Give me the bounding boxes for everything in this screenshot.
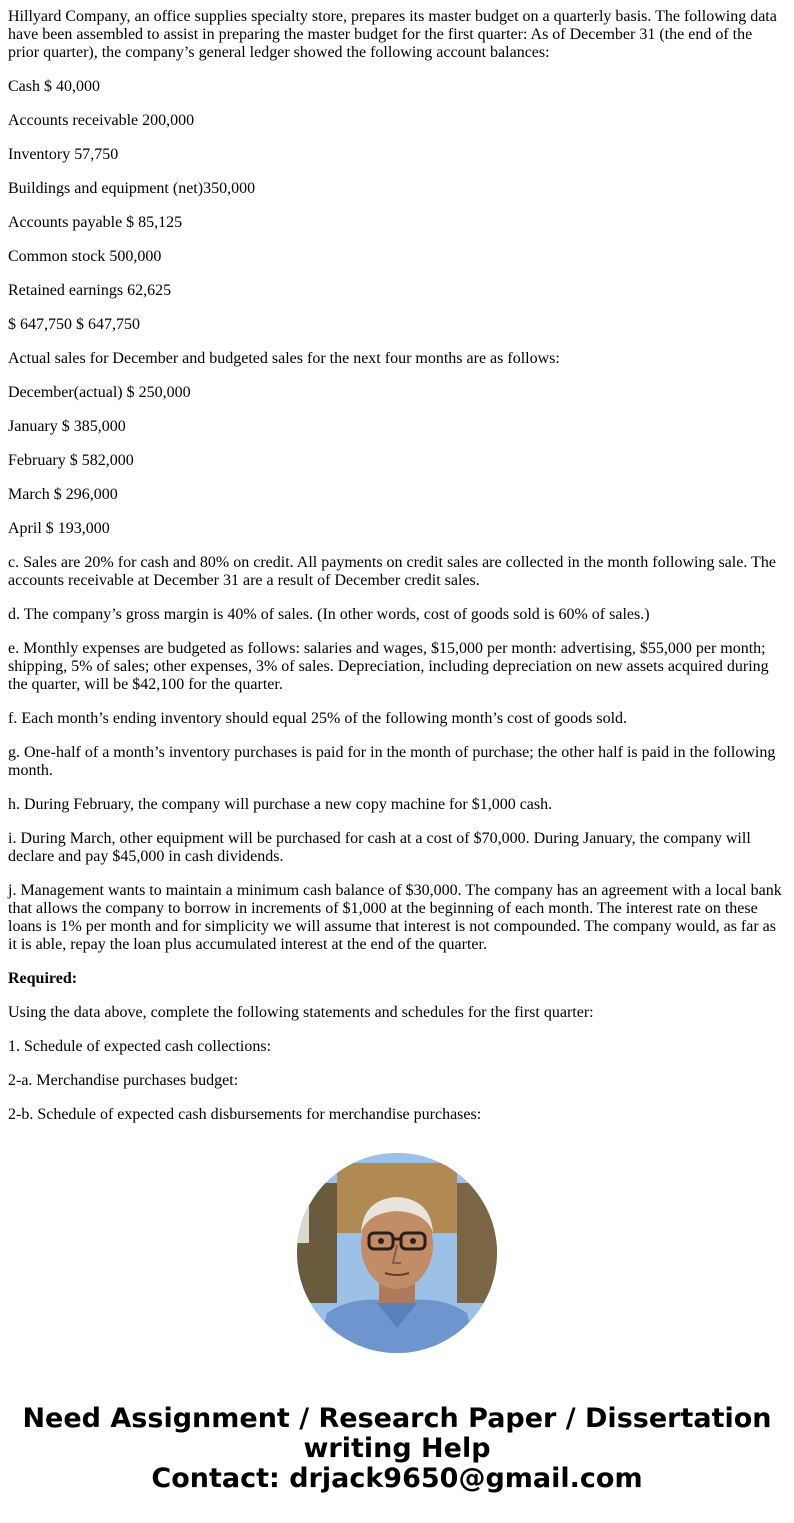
promo-line-2: writing Help (303, 1433, 491, 1464)
balance-line-totals: $ 647,750 $ 647,750 (8, 316, 140, 333)
balance-line-inventory: Inventory 57,750 (8, 146, 119, 163)
required-heading (8, 970, 786, 988)
note-d: d. The company’s gross margin is 40% of sales. (In other words, cost of goods sold is 60% of sales.) (8, 606, 650, 623)
author-portrait-image (297, 1153, 497, 1353)
balance-line-accounts-payable: Accounts payable $ 85,125 (8, 214, 183, 231)
intro-paragraph: Hillyard Company, an office supplies specialty store, prepares its master budget on a quarterly basis. The following data have been assembled to assist in preparing the master budget for the first quarter: As of December 31 (the end of the prior quarter), the company’s general ledger showed the following account balances: (8, 8, 777, 61)
author-avatar (297, 1153, 497, 1353)
note-f: f. Each month’s ending inventory should equal 25% of the following month’s cost of goods sold. (8, 710, 628, 727)
note-c: c. Sales are 20% for cash and 80% on credit. All payments on credit sales are collected in the month following sale. The accounts receivable at December 31 are a result of December credit sales. (8, 554, 776, 589)
sales-line-january: January $ 385,000 (8, 418, 126, 435)
required-item-1: 1. Schedule of expected cash collections: (8, 1038, 272, 1055)
sales-line-march: March $ 296,000 (8, 486, 118, 503)
balance-line-buildings: Buildings and equipment (net)350,000 (8, 180, 256, 197)
note-h: h. During February, the company will purchase a new copy machine for $1,000 cash. (8, 796, 553, 813)
balance-line-common-stock: Common stock 500,000 (8, 248, 162, 265)
required-item-2a: 2-a. Merchandise purchases budget: (8, 1072, 239, 1089)
required-item-2b: 2-b. Schedule of expected cash disbursements for merchandise purchases: (8, 1106, 482, 1123)
required-heading-text: Required: (8, 970, 78, 987)
balance-line-cash: Cash $ 40,000 (8, 78, 100, 95)
promo-line-1: Need Assignment / Research Paper / Dissertation (22, 1403, 772, 1434)
required-intro: Using the data above, complete the following statements and schedules for the first quarter: (8, 1004, 594, 1021)
note-j: j. Management wants to maintain a minimum cash balance of $30,000. The company has an agreement with a local bank that allows the company to borrow in increments of $1,000 at the beginning of each month. The interest rate on these loans is 1% per month and for simplicity we will assume that interest is not compounded. The company would, as far as it is able, repay the loan plus accumulated interest at the end of the quarter. (8, 882, 782, 953)
promo-contact-line: Contact: drjack9650@gmail.com (151, 1463, 643, 1494)
promo-banner (0, 1404, 794, 1494)
sales-line-april: April $ 193,000 (8, 520, 110, 537)
balance-line-retained-earnings: Retained earnings 62,625 (8, 282, 172, 299)
note-e: e. Monthly expenses are budgeted as follows: salaries and wages, $15,000 per month: advertising, $55,000 per month; shipping, 5% of sales; other expenses, 3% of sales. Depreciation, including depreciation on new assets acquired during the quarter, will be $42,100 for the quarter. (8, 640, 769, 693)
balance-line-accounts-receivable: Accounts receivable 200,000 (8, 112, 195, 129)
sales-intro: Actual sales for December and budgeted sales for the next four months are as follows: (8, 350, 560, 367)
sales-line-december: December(actual) $ 250,000 (8, 384, 191, 401)
note-i: i. During March, other equipment will be purchased for cash at a cost of $70,000. During January, the company will declare and pay $45,000 in cash dividends. (8, 830, 751, 865)
sales-line-february: February $ 582,000 (8, 452, 134, 469)
note-g: g. One-half of a month’s inventory purchases is paid for in the month of purchase; the other half is paid in the following month. (8, 744, 776, 779)
